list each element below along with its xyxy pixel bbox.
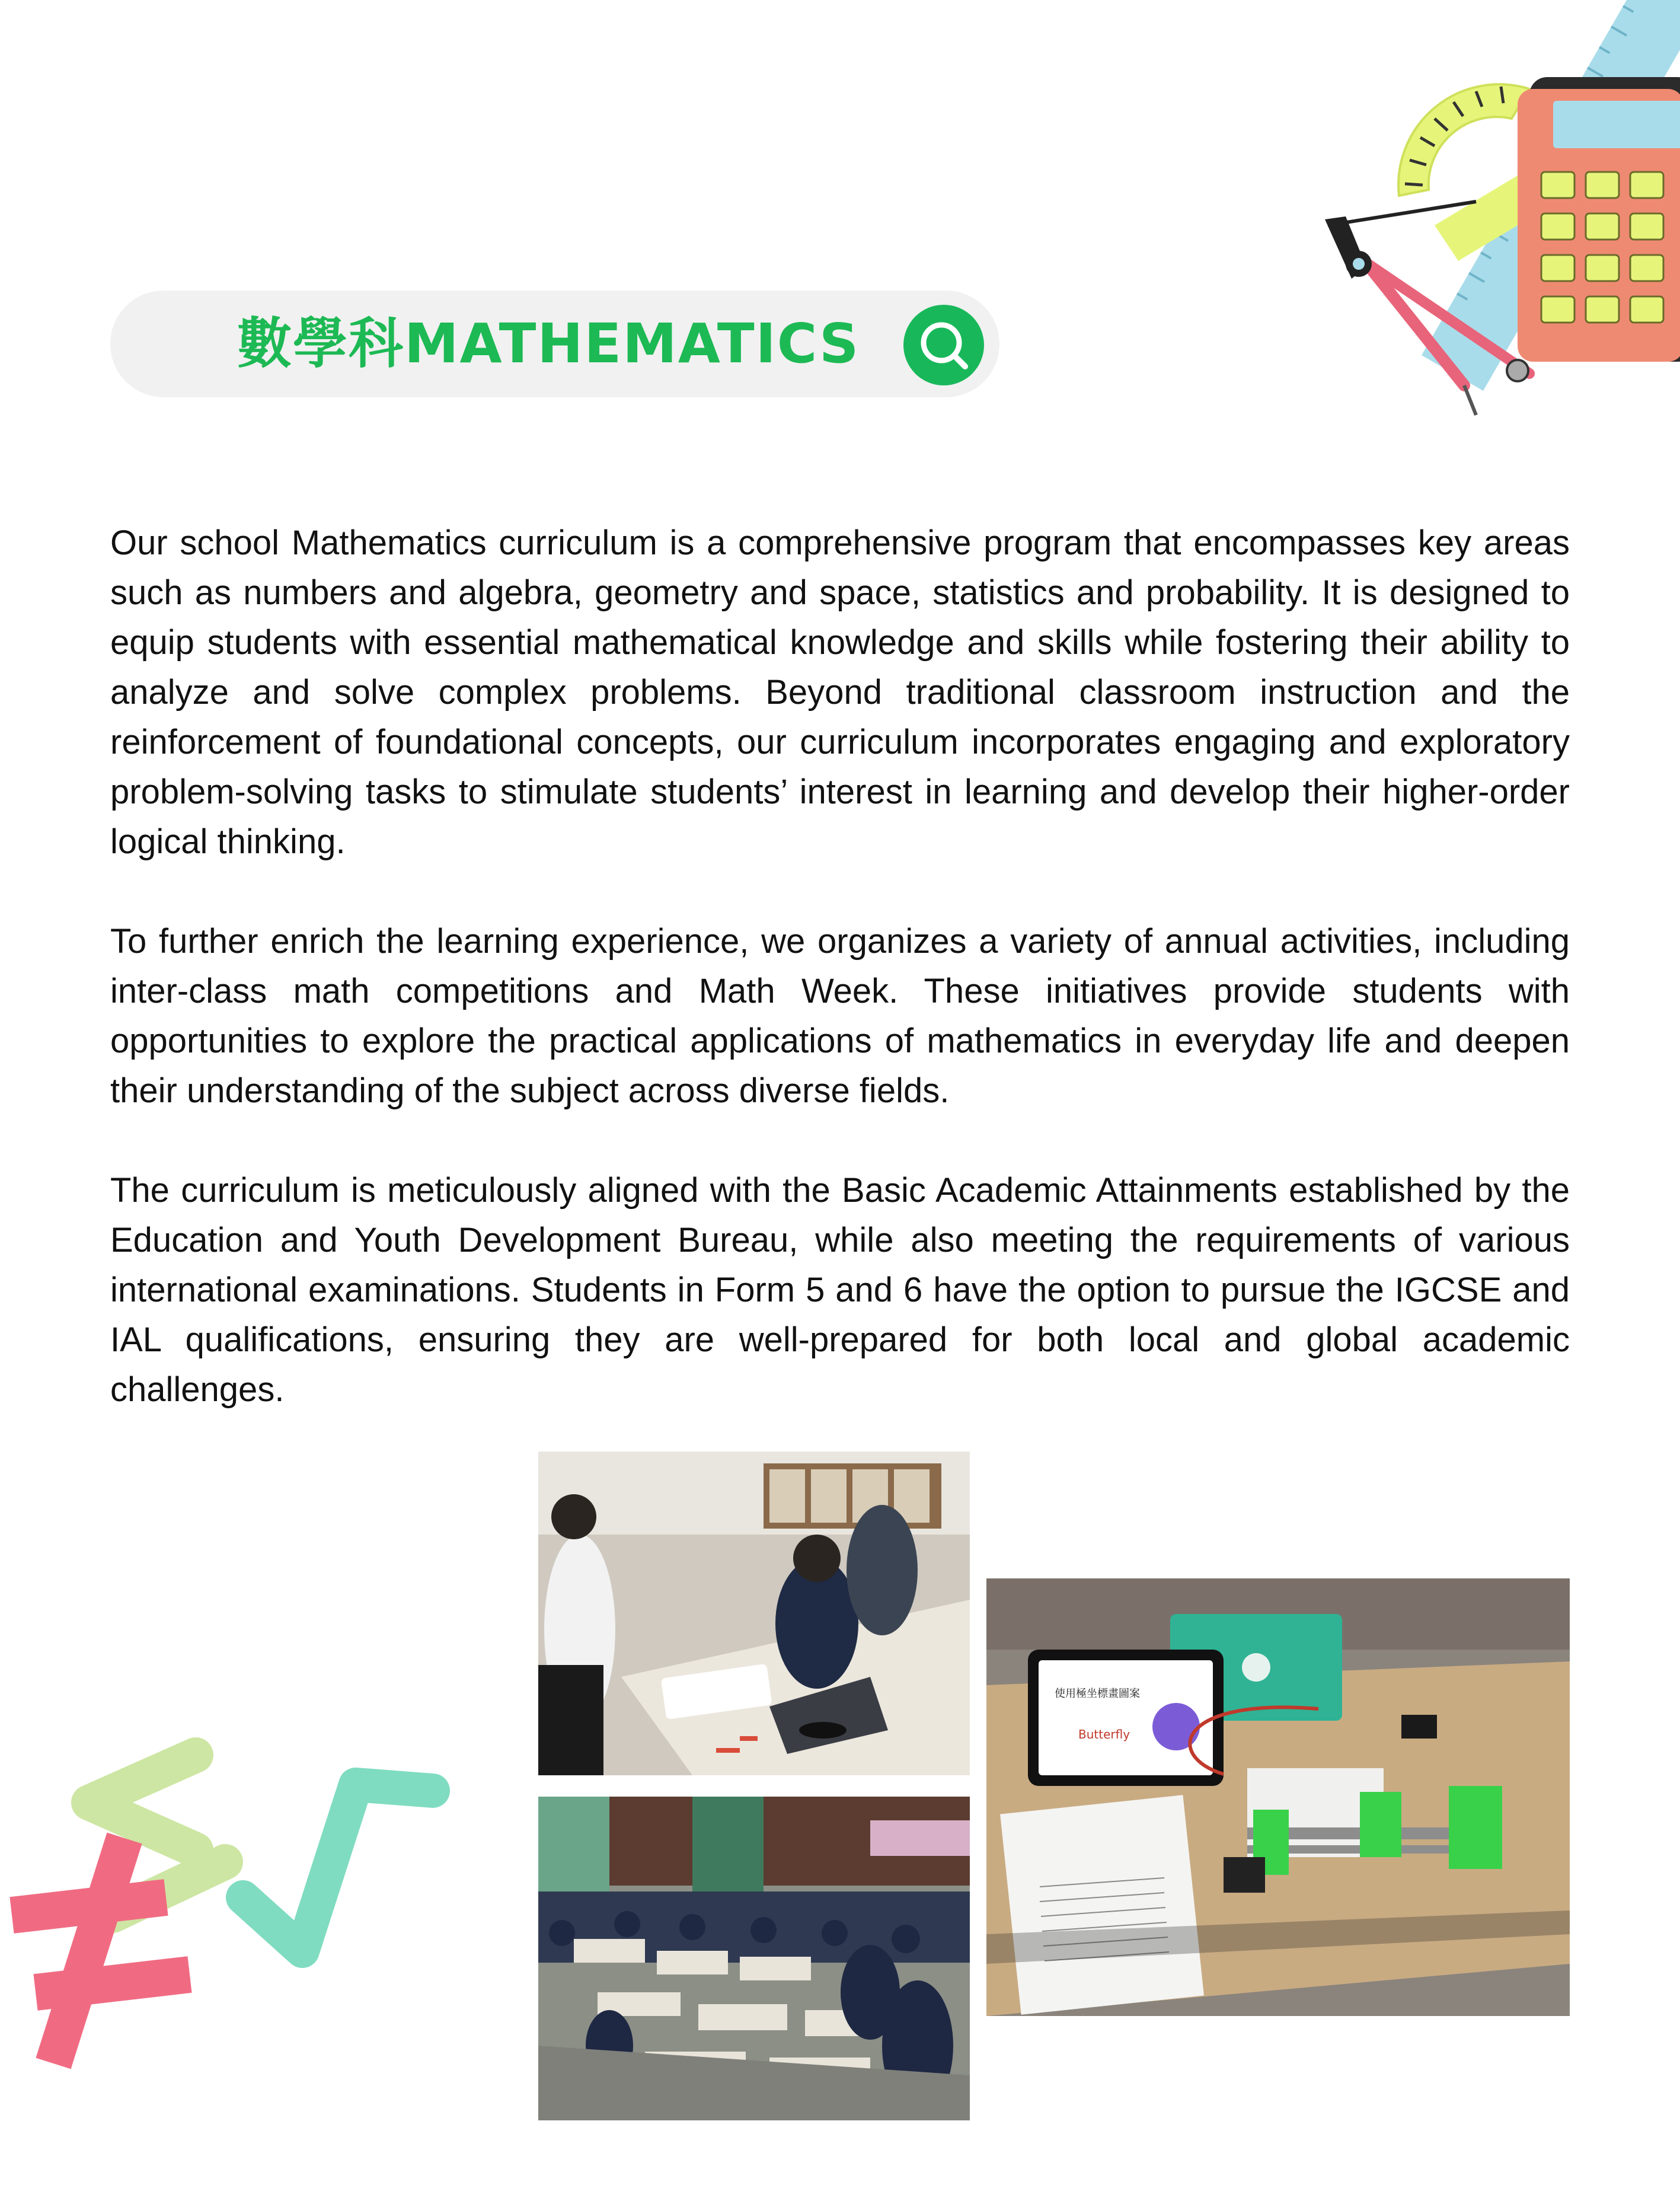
photo-hall-competition	[538, 1797, 970, 2120]
tablet-screen-title: 使用極坐標畫圖案	[1055, 1688, 1140, 1700]
search-button[interactable]	[903, 305, 984, 385]
photo-classroom-activity	[538, 1452, 970, 1775]
page-title: 數學科MATHEMATICS	[237, 312, 860, 375]
paragraph-curriculum-overview: Our school Mathematics curriculum is a comprehensive program that encompasses key areas such as numbers and algebra, geometry and space, statistics and probability. It is designed to equip students with essential mathematical knowledge and skills while fostering their ability to analyze and solve complex problems. Beyond traditional classroom instruction and the reinforcement of foundational concepts, our curriculum incorporates engaging and exploratory problem-solving tasks to stimulate students’ interest in learning and develop their higher-order logical thinking.	[110, 524, 1570, 861]
paragraph-attainments: The curriculum is meticulously aligned with the Basic Academic Attainments established by the Education and Youth Development Bureau, while also meeting the requirements of various international examinations. Students in Form 5 and 6 have the option to pursue the IGCSE and IAL qualifications, ensuring they are well-prepared for both local and global academic challenges.	[110, 1171, 1570, 1409]
tablet-screen-word: Butterfly	[1078, 1727, 1130, 1741]
square-root-symbol	[243, 1785, 433, 1951]
photo-plotter-robot	[986, 1578, 1570, 2016]
stationery-decoration	[1280, 0, 1680, 474]
paragraph-activities: To further enrich the learning experience, we organizes a variety of annual activities, including inter-class math competitions and Math Week. These initiatives provide students with opportunities to explore the practical applications of mathematics in everyday life and deepen their understanding of the subject across diverse fields.	[110, 922, 1570, 1110]
search-icon	[903, 305, 984, 385]
calculator-icon	[1518, 77, 1680, 362]
math-symbols-decoration	[0, 1720, 474, 2087]
